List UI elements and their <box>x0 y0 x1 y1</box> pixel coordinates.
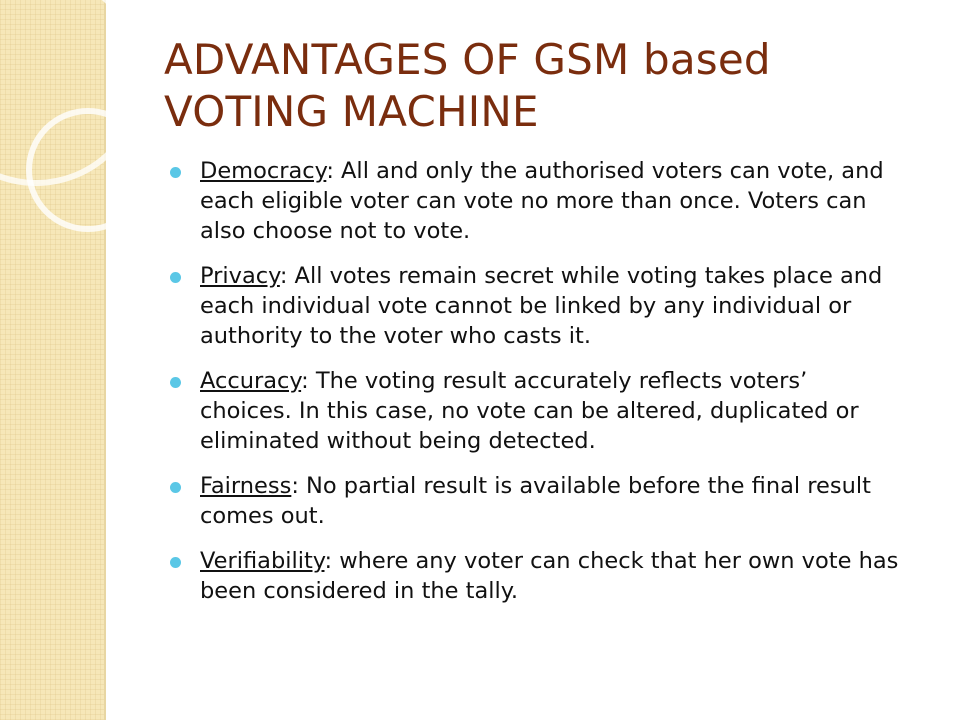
bullet-dot-icon <box>170 167 181 178</box>
decorative-ring-small <box>26 108 150 232</box>
bullet-text: : All and only the authorised voters can vote, and each eligible voter can vote no more than once. Voters can also choose not to vote. <box>200 158 884 244</box>
bullet-term: Accuracy <box>200 368 302 394</box>
decorative-side-panel <box>0 0 106 720</box>
bullet-accuracy <box>166 366 906 456</box>
bullet-dot-icon <box>170 482 181 493</box>
bullet-text: : No partial result is available before the final result comes out. <box>200 473 871 529</box>
bullet-list <box>166 156 906 621</box>
slide-title: ADVANTAGES OF GSM based VOTING MACHINE <box>164 35 771 136</box>
bullet-text: : where any voter can check that her own vote has been considered in the tally. <box>200 548 899 604</box>
bullet-dot-icon <box>170 377 181 388</box>
bullet-term: Privacy <box>200 263 280 289</box>
bullet-democracy <box>166 156 906 246</box>
bullet-dot-icon <box>170 557 181 568</box>
bullet-text: : All votes remain secret while voting takes place and each individual vote cannot be linked by any individual or authority to the voter who casts it. <box>200 263 883 349</box>
bullet-term: Verifiability <box>200 548 325 574</box>
bullet-term: Democracy <box>200 158 327 184</box>
bullet-dot-icon <box>170 272 181 283</box>
bullet-verifiability <box>166 546 906 606</box>
bullet-privacy <box>166 261 906 351</box>
bullet-text: : The voting result accurately reflects voters’ choices. In this case, no vote can be altered, duplicated or eliminated without being detected. <box>200 368 859 454</box>
bullet-term: Fairness <box>200 473 292 499</box>
bullet-fairness <box>166 471 906 531</box>
